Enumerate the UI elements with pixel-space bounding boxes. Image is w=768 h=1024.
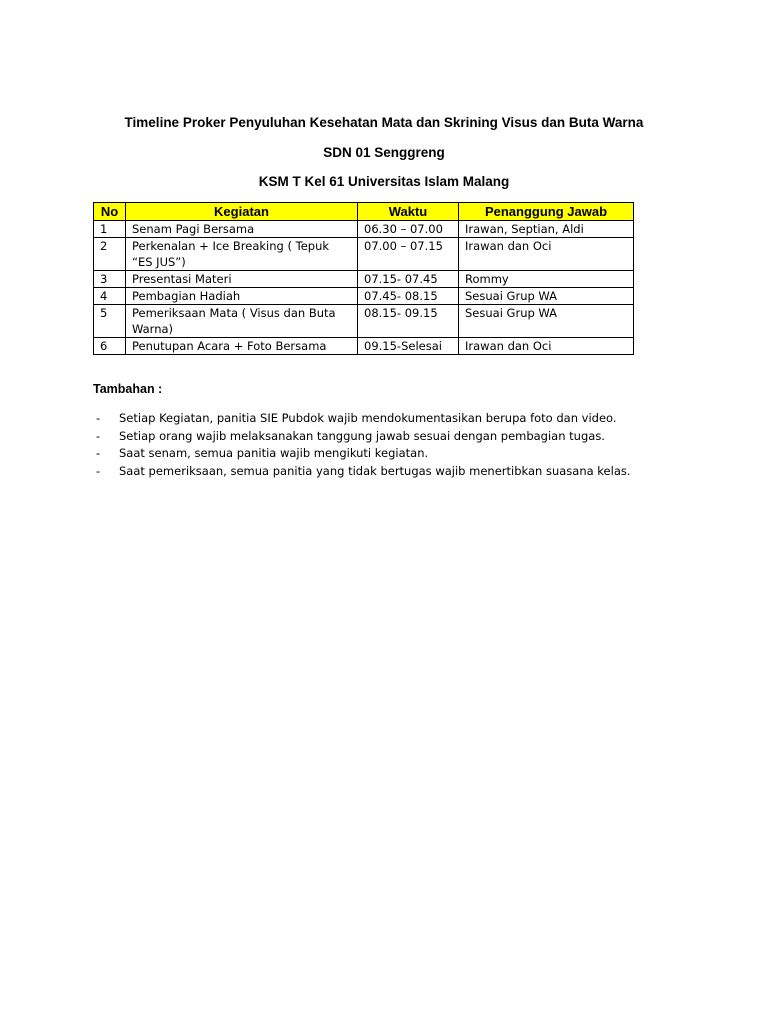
cell-penanggung-jawab: Irawan dan Oci <box>459 238 634 271</box>
cell-kegiatan: Perkenalan + Ice Breaking ( Tepuk “ES JUS”) <box>126 238 358 271</box>
cell-waktu: 06.30 – 07.00 <box>358 221 459 238</box>
cell-penanggung-jawab: Irawan, Septian, Aldi <box>459 221 634 238</box>
table-row <box>94 288 634 305</box>
notes-list <box>93 410 631 480</box>
cell-penanggung-jawab: Sesuai Grup WA <box>459 305 634 338</box>
note-text: Setiap orang wajib melaksanakan tanggung jawab sesuai dengan pembagian tugas. <box>119 428 605 443</box>
cell-no: 2 <box>94 238 126 271</box>
document-title: Timeline Proker Penyuluhan Kesehatan Mata dan Skrining Visus dan Buta Warna <box>124 115 644 130</box>
list-item <box>93 410 631 428</box>
header-no: No <box>94 203 126 221</box>
cell-no: 6 <box>94 338 126 355</box>
cell-no: 3 <box>94 271 126 288</box>
bullet-dash: - <box>96 428 101 443</box>
cell-no: 4 <box>94 288 126 305</box>
cell-no: 5 <box>94 305 126 338</box>
cell-waktu: 08.15- 09.15 <box>358 305 459 338</box>
notes-heading: Tambahan : <box>93 382 163 396</box>
note-text: Saat senam, semua panitia wajib mengikuti kegiatan. <box>119 446 429 460</box>
cell-penanggung-jawab: Irawan dan Oci <box>459 338 634 355</box>
header-kegiatan: Kegiatan <box>126 203 358 221</box>
cell-waktu: 09.15-Selesai <box>358 338 459 355</box>
cell-waktu: 07.45- 08.15 <box>358 288 459 305</box>
cell-kegiatan: Penutupan Acara + Foto Bersama <box>126 338 358 355</box>
note-text: Setiap Kegiatan, panitia SIE Pubdok wajib mendokumentasikan berupa foto dan video. <box>119 411 617 425</box>
list-item <box>93 463 631 481</box>
schedule-table <box>93 202 634 355</box>
cell-waktu: 07.00 – 07.15 <box>358 238 459 271</box>
list-item <box>93 445 631 463</box>
cell-penanggung-jawab: Rommy <box>459 271 634 288</box>
cell-kegiatan: Pemeriksaan Mata ( Visus dan Buta Warna) <box>126 305 358 338</box>
table-row <box>94 238 634 271</box>
bullet-dash: - <box>96 411 101 425</box>
cell-waktu: 07.15- 07.45 <box>358 271 459 288</box>
table-row <box>94 271 634 288</box>
bullet-dash: - <box>96 463 101 478</box>
table-row <box>94 305 634 338</box>
document-subtitle-school: SDN 01 Senggreng <box>323 145 445 160</box>
cell-no: 1 <box>94 221 126 238</box>
table-header-row <box>94 203 634 221</box>
table-row <box>94 221 634 238</box>
cell-penanggung-jawab: Sesuai Grup WA <box>459 288 634 305</box>
note-text: Saat pemeriksaan, semua panitia yang tidak bertugas wajib menertibkan suasana kelas. <box>119 463 631 478</box>
cell-kegiatan: Presentasi Materi <box>126 271 358 288</box>
table-row <box>94 338 634 355</box>
cell-kegiatan: Senam Pagi Bersama <box>126 221 358 238</box>
bullet-dash: - <box>96 446 101 460</box>
header-penanggung-jawab: Penanggung Jawab <box>459 203 634 221</box>
list-item <box>93 428 631 446</box>
header-waktu: Waktu <box>358 203 459 221</box>
cell-kegiatan: Pembagian Hadiah <box>126 288 358 305</box>
document-subtitle-group: KSM T Kel 61 Universitas Islam Malang <box>258 174 510 189</box>
